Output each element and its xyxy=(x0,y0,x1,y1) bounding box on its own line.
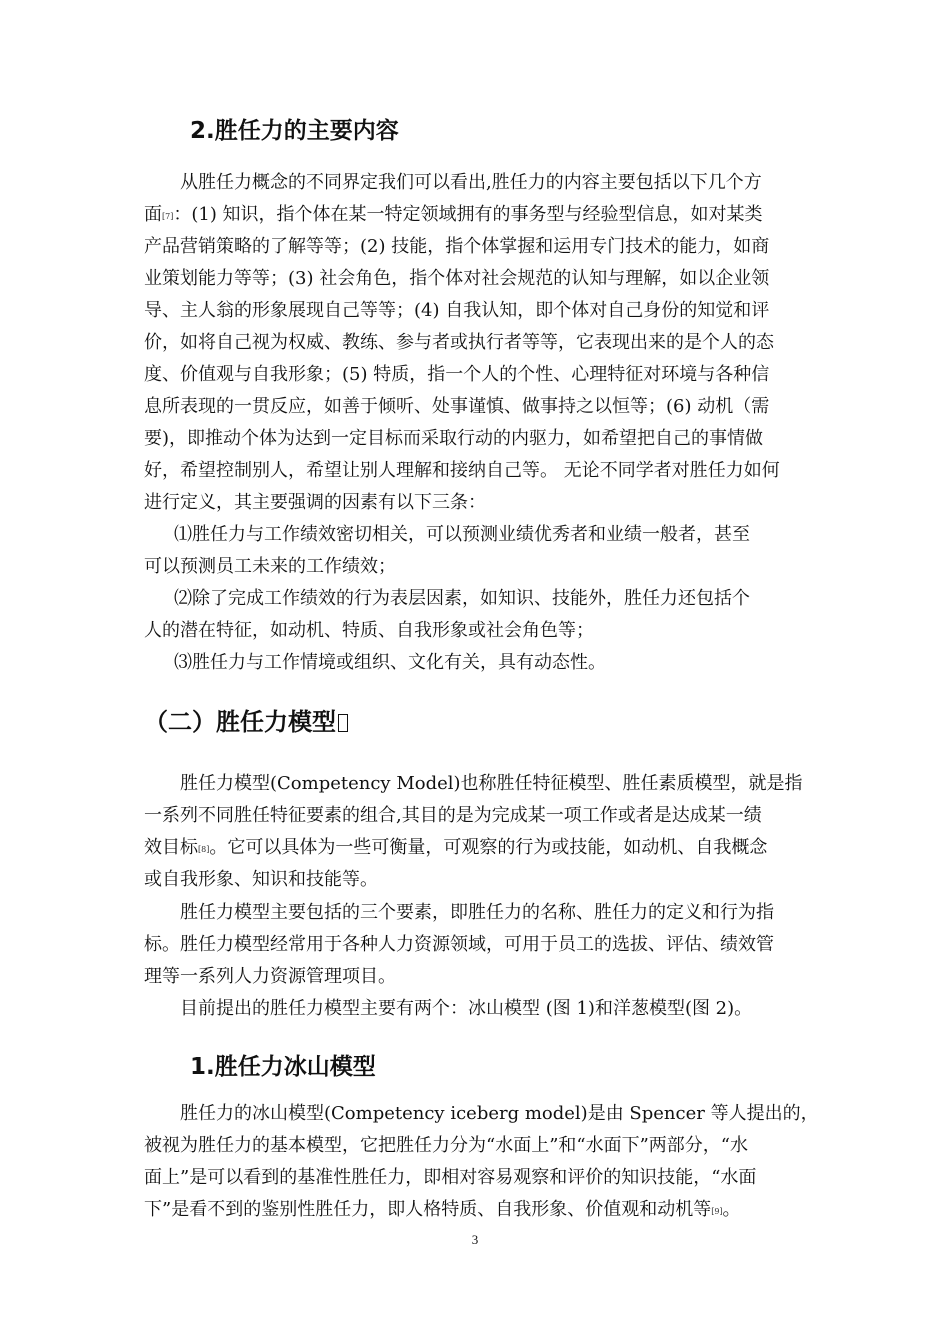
text-line: 从胜任力概念的不同界定我们可以看出,胜任力的内容主要包括以下几个方 xyxy=(180,172,762,193)
text-line: 面上”是可以看到的基准性胜任力，即相对容易观察和评价的知识技能，“水面 xyxy=(144,1167,757,1188)
list-item-1 xyxy=(144,519,810,583)
text-line: 息所表现的一贯反应，如善于倾听、处事谨慎、做事持之以恒等；(6) 动机（需 xyxy=(144,396,770,417)
paragraph-model-types xyxy=(144,993,810,1025)
text-line: 理等一系列人力资源管理项目。 xyxy=(144,966,396,987)
paragraph-content-definition xyxy=(144,167,810,519)
text-fragment: 下”是看不到的鉴别性胜任力，即人格特质、自我形象、价值观和动机等 xyxy=(144,1199,712,1220)
text-fragment: 效目标 xyxy=(144,837,198,858)
paragraph-model-elements xyxy=(144,897,810,993)
text-fragment: 。 xyxy=(722,1199,741,1220)
text-line: 价，如将自己视为权威、教练、参与者或执行者等等，它表现出来的是个人的态 xyxy=(144,332,774,353)
section-heading-main-content: 2.胜任力的主要内容 xyxy=(190,118,399,144)
text-line: 目前提出的胜任力模型主要有两个：冰山模型 (图 1)和洋葱模型(图 2)。 xyxy=(180,998,753,1019)
citation-ref[interactable]: [9] xyxy=(711,1207,723,1216)
text-fragment: 面 xyxy=(144,204,162,225)
text-line: 或自我形象、知识和技能等。 xyxy=(144,869,378,890)
text-line: 胜任力模型(Competency Model)也称胜任特征模型、胜任素质模型，就是指 xyxy=(180,773,803,794)
text-line xyxy=(144,832,810,864)
list-item-2 xyxy=(144,583,810,647)
list-item-3 xyxy=(144,647,810,679)
text-line: 度、价值观与自我形象；(5) 特质，指一个人的个性、心理特征对环境与各种信 xyxy=(144,364,770,385)
text-line: 一系列不同胜任特征要素的组合,其目的是为完成某一项工作或者是达成某一绩 xyxy=(144,805,762,826)
text-line: 导、主人翁的形象展现自己等等；(4) 自我认知，即个体对自己身份的知觉和评 xyxy=(144,300,770,321)
text-line: ⑶胜任力与工作情境或组织、文化有关，具有动态性。 xyxy=(174,652,606,673)
text-line: 标。胜任力模型经常用于各种人力资源领域，可用于员工的选拔、评估、绩效管 xyxy=(144,934,774,955)
text-line: 业策划能力等等；(3) 社会角色，指个体对社会规范的认知与理解，如以企业领 xyxy=(144,268,770,289)
missing-glyph-icon xyxy=(338,714,348,732)
section-heading-competency-model xyxy=(144,702,348,737)
text-line: 被视为胜任力的基本模型，它把胜任力分为“水面上”和“水面下”两部分，“水 xyxy=(144,1135,749,1156)
text-line: 人的潜在特征，如动机、特质、自我形象或社会角色等； xyxy=(144,620,594,641)
text-fragment: 。它可以具体为一些可衡量，可观察的行为或技能，如动机、自我概念 xyxy=(209,837,768,858)
text-line: 要)，即推动个体为达到一定目标而采取行动的内驱力，如希望把自己的事情做 xyxy=(144,428,764,449)
text-line: 好，希望控制别人，希望让别人理解和接纳自己等。 无论不同学者对胜任力如何 xyxy=(144,460,780,481)
text-line xyxy=(144,199,810,231)
text-line: 胜任力模型主要包括的三个要素，即胜任力的名称、胜任力的定义和行为指 xyxy=(180,902,774,923)
text-line: 可以预测员工未来的工作绩效； xyxy=(144,556,396,577)
citation-ref[interactable]: [7] xyxy=(162,212,174,221)
text-line xyxy=(144,1194,810,1226)
text-line: 进行定义，其主要强调的因素有以下三条： xyxy=(144,492,486,513)
text-fragment: ：(1) 知识，指个体在某一特定领域拥有的事务型与经验型信息，如对某类 xyxy=(173,204,763,225)
text-line: 胜任力的冰山模型(Competency iceberg model)是由 Spencer 等人提出的， xyxy=(180,1103,819,1124)
text-line: 产品营销策略的了解等等；(2) 技能，指个体掌握和运用专门技术的能力，如商 xyxy=(144,236,770,257)
citation-ref[interactable]: [8] xyxy=(198,845,210,854)
text-line: ⑴胜任力与工作绩效密切相关，可以预测业绩优秀者和业绩一般者，甚至 xyxy=(174,524,750,545)
text-line: ⑵除了完成工作绩效的行为表层因素，如知识、技能外，胜任力还包括个 xyxy=(174,588,750,609)
section-heading-iceberg-model: 1.胜任力冰山模型 xyxy=(190,1054,376,1080)
heading-text: （二）胜任力模型 xyxy=(144,708,336,736)
paragraph-model-definition xyxy=(144,768,810,896)
paragraph-iceberg-model xyxy=(144,1098,819,1226)
page-number: 3 xyxy=(471,1232,479,1247)
